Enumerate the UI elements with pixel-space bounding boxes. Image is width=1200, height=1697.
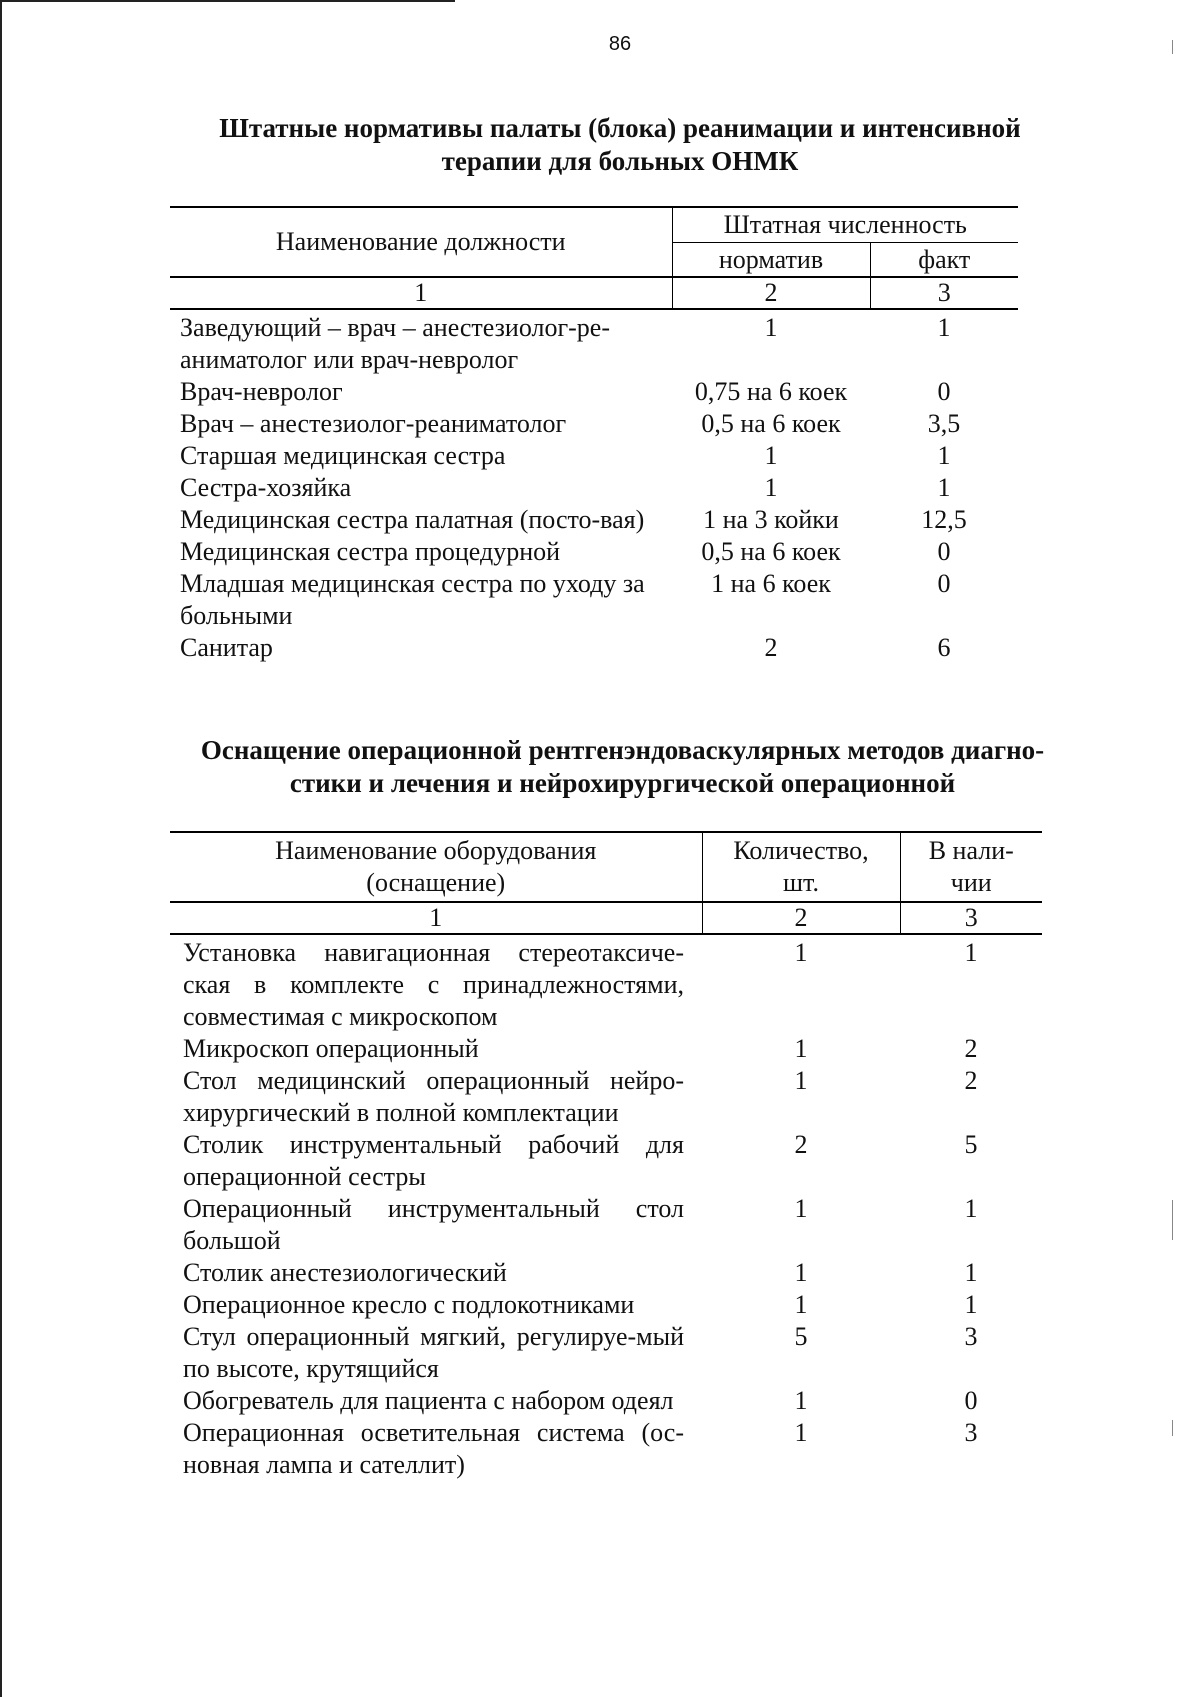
staffing-table	[170, 206, 1018, 664]
equipment-title	[155, 734, 1090, 800]
table-row	[170, 309, 1018, 376]
equipment-name: Операционный инструментальный стол большой	[183, 1194, 684, 1255]
table-row	[170, 504, 1018, 536]
norm-value: 2	[764, 633, 778, 662]
table-row	[170, 408, 1018, 440]
available-value: 3	[964, 1322, 978, 1351]
available-value: 1	[964, 1258, 978, 1287]
table-row	[170, 1289, 1042, 1321]
table-row	[170, 1417, 1042, 1481]
staffing-title	[160, 112, 1080, 178]
header-staff-count: Штатная численность	[672, 207, 1018, 243]
quantity-value: 1	[794, 1386, 808, 1415]
table-row	[170, 934, 1042, 1033]
equipment-name: Стол медицинский операционный нейро-хирургический в полной комплектации	[183, 1066, 684, 1127]
position-name: Санитар	[180, 633, 273, 662]
staffing-column-numbers	[170, 277, 1018, 309]
fact-value: 3,5	[927, 409, 961, 438]
equipment-name: Операционное кресло с подлокотниками	[183, 1290, 635, 1319]
norm-value: 1	[764, 441, 778, 470]
equipment-name: Операционная осветительная система (ос-новная лампа и сателлит)	[183, 1418, 684, 1479]
position-name: Врач – анестезиолог-реаниматолог	[180, 409, 567, 438]
header-equipment-name: Наименование оборудования (оснащение)	[170, 832, 702, 902]
table-row	[170, 376, 1018, 408]
equipment-name: Установка навигационная стереотаксиче-ская в комплекте с принадлежностями, совместимая с микроскопом	[183, 938, 684, 1031]
scan-noise-mark	[1172, 40, 1173, 54]
equipment-table	[170, 831, 1042, 1481]
table-row	[170, 568, 1018, 632]
quantity-value: 1	[794, 1290, 808, 1319]
scan-edge-top	[0, 0, 455, 2]
quantity-value: 1	[794, 938, 808, 967]
staffing-title-line-1: Штатные нормативы палаты (блока) реанимации и интенсивной	[219, 113, 1021, 143]
header-quantity: Количество, шт.	[702, 832, 900, 902]
available-value: 3	[964, 1418, 978, 1447]
equipment-name: Микроскоп операционный	[183, 1034, 479, 1063]
position-name: Младшая медицинская сестра по уходу за больными	[180, 569, 645, 630]
col-number: 2	[702, 902, 900, 934]
table-row	[170, 536, 1018, 568]
table-row	[170, 1033, 1042, 1065]
available-value: 0	[964, 1386, 978, 1415]
norm-value: 0,5 на 6 коек	[701, 537, 841, 566]
table-row	[170, 1321, 1042, 1385]
equipment-title-line-1: Оснащение операционной рентгенэндоваскулярных методов диагно-	[200, 735, 1045, 765]
available-value: 2	[964, 1034, 978, 1063]
norm-value: 1 на 6 коек	[711, 569, 831, 598]
fact-value: 1	[937, 473, 951, 502]
col-number: 1	[170, 902, 702, 934]
quantity-value: 2	[794, 1130, 808, 1159]
quantity-value: 1	[794, 1418, 808, 1447]
equipment-name: Столик инструментальный рабочий для операционной сестры	[183, 1130, 684, 1191]
quantity-value: 5	[794, 1322, 808, 1351]
available-value: 5	[964, 1130, 978, 1159]
fact-value: 6	[937, 633, 951, 662]
norm-value: 1 на 3 койки	[703, 505, 839, 534]
norm-value: 1	[764, 313, 778, 342]
quantity-value: 1	[794, 1258, 808, 1287]
scan-noise-mark	[1172, 1420, 1173, 1436]
norm-value: 0,75 на 6 коек	[694, 377, 848, 406]
header-position: Наименование должности	[170, 207, 672, 277]
available-value: 1	[964, 1290, 978, 1319]
fact-value: 12,5	[921, 505, 967, 534]
quantity-value: 1	[794, 1034, 808, 1063]
col-number: 2	[672, 277, 870, 309]
fact-value: 1	[937, 441, 951, 470]
table-row	[170, 440, 1018, 472]
equipment-name: Стул операционный мягкий, регулируе-мый по высоте, крутящийся	[183, 1322, 684, 1383]
scan-noise-mark	[1172, 1200, 1173, 1240]
position-name: Старшая медицинская сестра	[180, 441, 506, 470]
col-number: 3	[870, 277, 1018, 309]
norm-value: 1	[764, 473, 778, 502]
col-number: 3	[900, 902, 1042, 934]
available-value: 1	[964, 1194, 978, 1223]
available-value: 1	[964, 938, 978, 967]
equipment-name: Обогреватель для пациента с набором одеял	[183, 1386, 674, 1415]
position-name: Врач-невролог	[180, 377, 343, 406]
fact-value: 1	[937, 313, 951, 342]
header-norm: норматив	[672, 243, 870, 278]
equipment-column-numbers	[170, 902, 1042, 934]
table-row	[170, 472, 1018, 504]
table-row	[170, 632, 1018, 664]
staffing-title-line-2: терапии для больных ОНМК	[441, 146, 799, 176]
equipment-title-line-2: стики и лечения и нейрохирургической операционной	[289, 768, 956, 798]
header-fact: факт	[870, 243, 1018, 278]
norm-value: 0,5 на 6 коек	[701, 409, 841, 438]
position-name: Заведующий – врач – анестезиолог-ре-аниматолог или врач-невролог	[180, 313, 610, 374]
available-value: 2	[964, 1066, 978, 1095]
fact-value: 0	[937, 569, 951, 598]
table-row	[170, 1193, 1042, 1257]
scan-edge-left	[0, 0, 2, 1697]
equipment-name: Столик анестезиологический	[183, 1258, 507, 1287]
fact-value: 0	[937, 377, 951, 406]
quantity-value: 1	[794, 1194, 808, 1223]
position-name: Сестра-хозяйка	[180, 473, 352, 502]
col-number: 1	[170, 277, 672, 309]
quantity-value: 1	[794, 1066, 808, 1095]
table-row	[170, 1129, 1042, 1193]
header-available: В нали-чии	[900, 832, 1042, 902]
table-row	[170, 1385, 1042, 1417]
page-number: 86	[608, 33, 632, 55]
table-row	[170, 1065, 1042, 1129]
table-row	[170, 1257, 1042, 1289]
position-name: Медицинская сестра процедурной	[180, 537, 561, 566]
position-name: Медицинская сестра палатная (посто-вая)	[180, 505, 645, 534]
fact-value: 0	[937, 537, 951, 566]
